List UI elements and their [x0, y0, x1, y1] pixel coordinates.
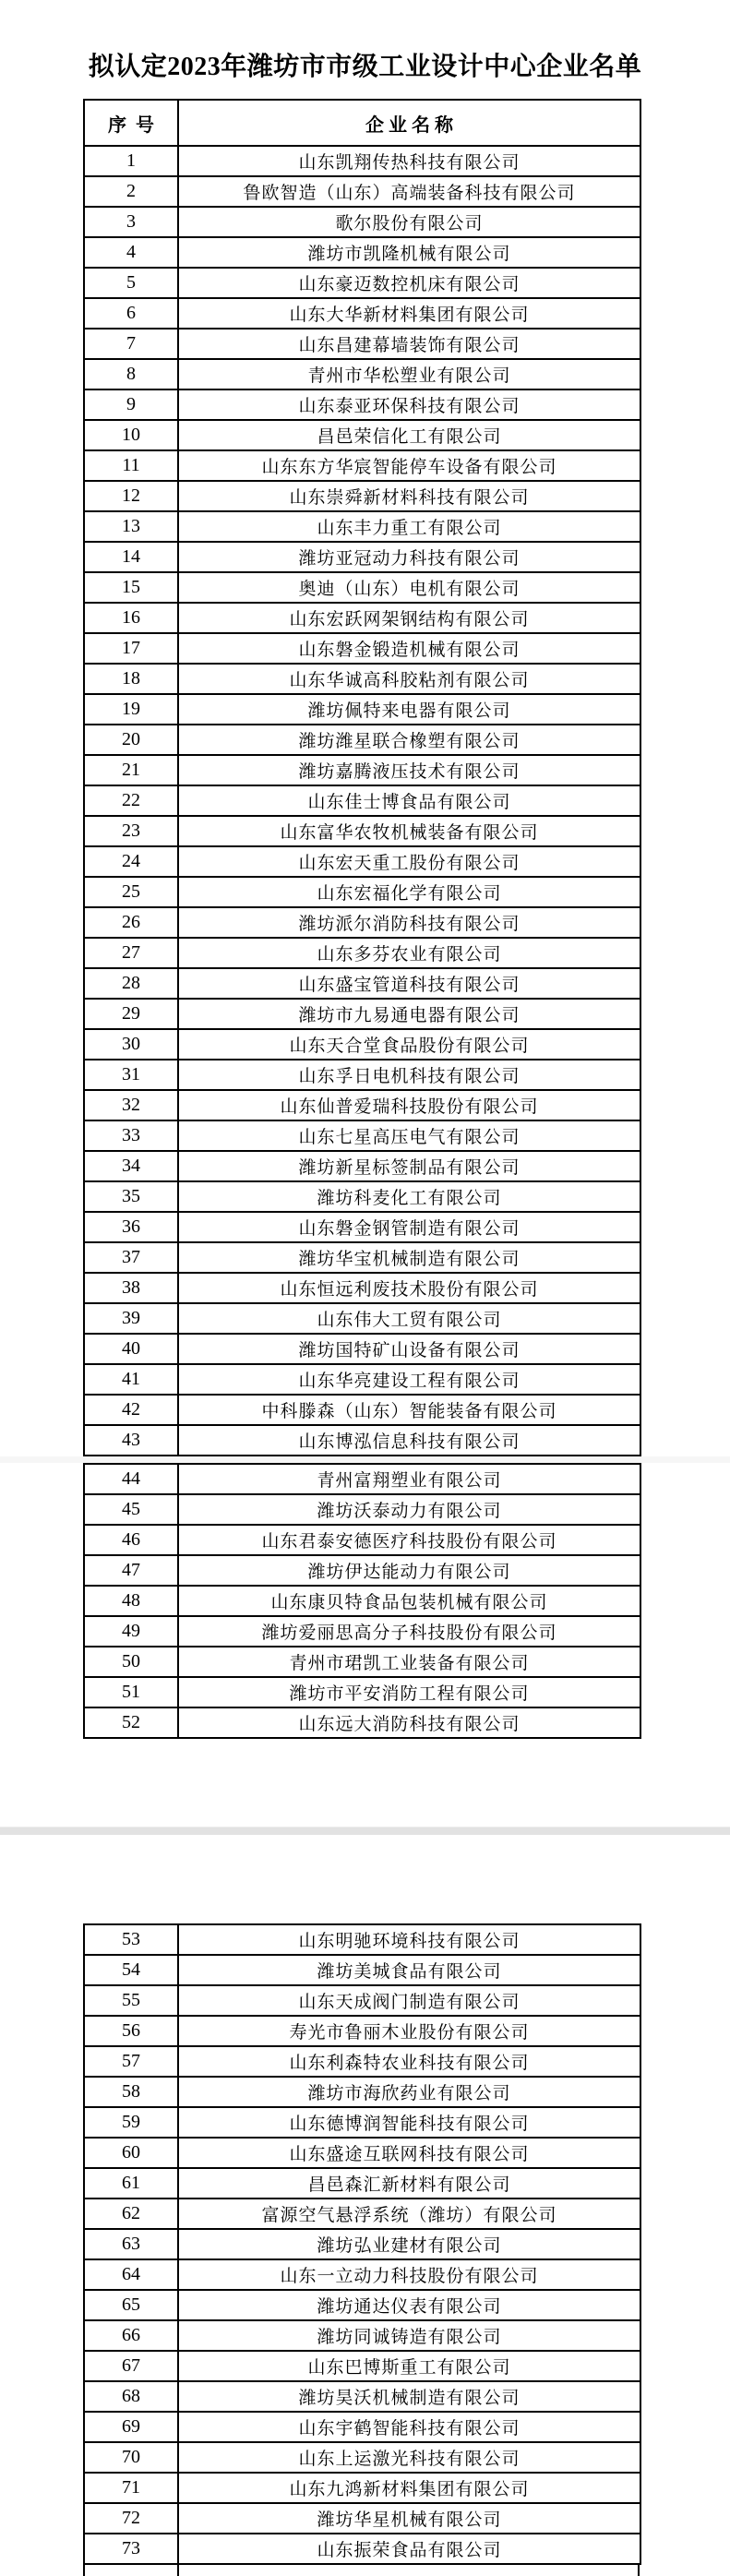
company-name-cell: 潍坊市海欣药业有限公司 — [178, 2077, 640, 2107]
table-row — [84, 2138, 640, 2168]
row-number-cell: 14 — [84, 542, 178, 572]
company-name-cell: 山东一立动力科技股份有限公司 — [178, 2259, 640, 2290]
row-number-cell: 41 — [84, 1364, 178, 1395]
table-row — [84, 1029, 640, 1060]
row-number-cell: 17 — [84, 633, 178, 664]
company-name-cell: 潍坊同诚铸造有限公司 — [178, 2320, 640, 2351]
company-name-cell: 山东崇舜新材料科技有限公司 — [178, 481, 640, 511]
table-row — [84, 938, 640, 968]
company-name-cell: 奥迪（山东）电机有限公司 — [178, 572, 640, 603]
row-number-cell: 62 — [84, 2199, 178, 2229]
company-name-cell: 青州富翔塑业有限公司 — [178, 1464, 640, 1494]
row-number-cell: 44 — [84, 1464, 178, 1494]
company-name-cell: 山东德博润智能科技有限公司 — [178, 2107, 640, 2138]
row-number-cell: 10 — [84, 420, 178, 450]
company-name-cell: 山东巴博斯重工有限公司 — [178, 2351, 640, 2381]
row-number-cell: 31 — [84, 1060, 178, 1090]
company-table-page-3 — [83, 1923, 641, 2565]
table-row — [84, 1364, 640, 1395]
company-name-cell: 山东远大消防科技有限公司 — [178, 1707, 640, 1738]
row-number-cell: 59 — [84, 2107, 178, 2138]
row-number-cell: 56 — [84, 2016, 178, 2046]
table-row — [84, 1555, 640, 1586]
table-row — [84, 1334, 640, 1364]
table-row — [84, 603, 640, 633]
company-name-cell: 山东昌建幕墙装饰有限公司 — [178, 329, 640, 359]
row-number-cell: 61 — [84, 2168, 178, 2199]
company-name-cell: 山东豪迈数控机床有限公司 — [178, 268, 640, 298]
table-row — [84, 1395, 640, 1425]
row-number-cell: 26 — [84, 907, 178, 938]
table-row — [84, 1181, 640, 1212]
table-row — [84, 1212, 640, 1242]
company-name-cell: 潍坊科麦化工有限公司 — [178, 1181, 640, 1212]
row-number-cell: 42 — [84, 1395, 178, 1425]
table-row — [84, 1242, 640, 1273]
company-name-cell: 潍坊派尔消防科技有限公司 — [178, 907, 640, 938]
row-number-cell: 68 — [84, 2381, 178, 2412]
table-row — [84, 2381, 640, 2412]
company-name-cell: 山东大华新材料集团有限公司 — [178, 298, 640, 329]
column-header-number: 序 号 — [84, 100, 178, 146]
row-number-cell: 54 — [84, 1955, 178, 1985]
table-row — [84, 1494, 640, 1525]
table-row — [84, 298, 640, 329]
table-row — [84, 2077, 640, 2107]
table-row — [84, 2168, 640, 2199]
table-row — [84, 268, 640, 298]
table-row — [84, 359, 640, 389]
row-number-cell: 60 — [84, 2138, 178, 2168]
company-name-cell: 山东凯翔传热科技有限公司 — [178, 146, 640, 176]
row-number-cell: 69 — [84, 2412, 178, 2442]
table-row — [84, 1586, 640, 1616]
table-row — [84, 237, 640, 268]
page-bottom-margin — [0, 1739, 730, 1827]
company-name-cell: 富源空气悬浮系统（潍坊）有限公司 — [178, 2199, 640, 2229]
table-row — [84, 2229, 640, 2259]
row-number-cell: 32 — [84, 1090, 178, 1120]
company-name-cell: 山东东方华宸智能停车设备有限公司 — [178, 450, 640, 481]
title-table-gap — [0, 87, 730, 99]
row-number-cell: 40 — [84, 1334, 178, 1364]
company-name-cell: 潍坊美城食品有限公司 — [178, 1955, 640, 1985]
table-row — [84, 1924, 640, 1955]
company-name-cell: 山东华亮建设工程有限公司 — [178, 1364, 640, 1395]
page-break-separator-dark — [0, 1827, 730, 1835]
company-name-cell: 山东丰力重工有限公司 — [178, 511, 640, 542]
company-name-cell: 潍坊市九易通电器有限公司 — [178, 999, 640, 1029]
company-name-cell: 山东仙普爱瑞科技股份有限公司 — [178, 1090, 640, 1120]
row-number-cell: 65 — [84, 2290, 178, 2320]
company-name-cell: 山东博泓信息科技有限公司 — [178, 1425, 640, 1456]
table-row — [84, 450, 640, 481]
company-name-cell: 歌尔股份有限公司 — [178, 207, 640, 237]
company-name-cell: 昌邑森汇新材料有限公司 — [178, 2168, 640, 2199]
table-row-partial — [83, 2565, 640, 2576]
table-row — [84, 2351, 640, 2381]
table-row — [84, 1985, 640, 2016]
row-number-cell: 3 — [84, 207, 178, 237]
table-row — [84, 572, 640, 603]
row-number-cell: 49 — [84, 1616, 178, 1647]
row-number-cell: 23 — [84, 816, 178, 846]
row-number-cell: 30 — [84, 1029, 178, 1060]
row-number-cell: 12 — [84, 481, 178, 511]
company-name-cell: 青州市华松塑业有限公司 — [178, 359, 640, 389]
table-row — [84, 2016, 640, 2046]
row-number-cell: 27 — [84, 938, 178, 968]
table-row — [84, 2107, 640, 2138]
row-number-cell: 4 — [84, 237, 178, 268]
row-number-cell: 71 — [84, 2473, 178, 2503]
company-name-cell: 山东君泰安德医疗科技股份有限公司 — [178, 1525, 640, 1555]
table-row — [84, 2412, 640, 2442]
company-name-cell: 潍坊华宝机械制造有限公司 — [178, 1242, 640, 1273]
row-number-cell: 46 — [84, 1525, 178, 1555]
table-row — [84, 1677, 640, 1707]
company-name-cell: 山东明驰环境科技有限公司 — [178, 1924, 640, 1955]
table-row — [84, 1273, 640, 1303]
company-name-cell: 山东磐金钢管制造有限公司 — [178, 1212, 640, 1242]
company-name-cell: 山东宏跃网架钢结构有限公司 — [178, 603, 640, 633]
company-name-cell: 潍坊市平安消防工程有限公司 — [178, 1677, 640, 1707]
row-number-cell: 2 — [84, 176, 178, 207]
table-row — [84, 542, 640, 572]
row-number-cell: 67 — [84, 2351, 178, 2381]
company-name-cell: 山东天合堂食品股份有限公司 — [178, 1029, 640, 1060]
row-number-cell: 53 — [84, 1924, 178, 1955]
table-row — [84, 999, 640, 1029]
table-row — [84, 816, 640, 846]
row-number-cell: 66 — [84, 2320, 178, 2351]
table-row — [84, 2534, 640, 2564]
table-row — [84, 1707, 640, 1738]
company-name-cell: 潍坊潍星联合橡塑有限公司 — [178, 725, 640, 755]
row-number-cell: 57 — [84, 2046, 178, 2077]
row-number-cell: 64 — [84, 2259, 178, 2290]
company-name-cell: 山东宇鹤智能科技有限公司 — [178, 2412, 640, 2442]
company-name-cell: 山东振荣食品有限公司 — [178, 2534, 640, 2564]
table-row — [84, 511, 640, 542]
company-name-cell: 青州市珺凯工业装备有限公司 — [178, 1647, 640, 1677]
company-name-cell: 山东九鸿新材料集团有限公司 — [178, 2473, 640, 2503]
company-name-cell: 潍坊昊沃机械制造有限公司 — [178, 2381, 640, 2412]
company-name-cell: 潍坊嘉腾液压技术有限公司 — [178, 755, 640, 785]
row-number-cell: 47 — [84, 1555, 178, 1586]
table-row — [84, 1303, 640, 1334]
row-number-cell: 21 — [84, 755, 178, 785]
row-number-cell: 73 — [84, 2534, 178, 2564]
table-row — [84, 207, 640, 237]
row-number-cell: 28 — [84, 968, 178, 999]
company-name-cell: 潍坊国特矿山设备有限公司 — [178, 1334, 640, 1364]
row-number-cell: 38 — [84, 1273, 178, 1303]
company-name-cell: 山东上运激光科技有限公司 — [178, 2442, 640, 2473]
company-name-cell: 山东泰亚环保科技有限公司 — [178, 389, 640, 420]
row-number-cell: 43 — [84, 1425, 178, 1456]
company-name-cell: 山东利森特农业科技有限公司 — [178, 2046, 640, 2077]
table-row — [84, 2442, 640, 2473]
table-row — [84, 1464, 640, 1494]
row-number-cell: 16 — [84, 603, 178, 633]
row-number-cell: 45 — [84, 1494, 178, 1525]
table-row — [84, 785, 640, 816]
row-number-cell: 58 — [84, 2077, 178, 2107]
row-number-cell: 25 — [84, 877, 178, 907]
company-name-cell: 山东康贝特食品包装机械有限公司 — [178, 1586, 640, 1616]
row-number-cell: 50 — [84, 1647, 178, 1677]
column-header-company-name: 企 业 名 称 — [178, 100, 640, 146]
table-row — [84, 664, 640, 694]
table-row — [84, 1647, 640, 1677]
row-number-cell: 39 — [84, 1303, 178, 1334]
row-number-cell: 8 — [84, 359, 178, 389]
company-name-cell: 潍坊通达仪表有限公司 — [178, 2290, 640, 2320]
company-name-cell: 潍坊亚冠动力科技有限公司 — [178, 542, 640, 572]
table-row — [84, 146, 640, 176]
table-row — [84, 1425, 640, 1456]
page-break-separator-light — [0, 1456, 730, 1463]
row-number-cell: 6 — [84, 298, 178, 329]
company-name-cell: 山东佳士博食品有限公司 — [178, 785, 640, 816]
company-name-cell: 山东宏福化学有限公司 — [178, 877, 640, 907]
row-number-cell: 37 — [84, 1242, 178, 1273]
company-name-cell: 山东多芬农业有限公司 — [178, 938, 640, 968]
table-row — [84, 176, 640, 207]
company-name-cell: 潍坊市凯隆机械有限公司 — [178, 237, 640, 268]
company-name-cell: 潍坊爱丽思高分子科技股份有限公司 — [178, 1616, 640, 1647]
row-number-cell: 24 — [84, 846, 178, 877]
company-name-cell: 山东磐金锻造机械有限公司 — [178, 633, 640, 664]
table-row — [84, 481, 640, 511]
table-row — [84, 877, 640, 907]
table-row — [84, 1616, 640, 1647]
table-header-row — [84, 100, 640, 146]
row-number-cell: 5 — [84, 268, 178, 298]
row-number-cell: 72 — [84, 2503, 178, 2534]
company-name-cell: 山东孚日电机科技有限公司 — [178, 1060, 640, 1090]
table-row — [84, 2503, 640, 2534]
table-row — [84, 1060, 640, 1090]
table-row — [84, 694, 640, 725]
table-row — [84, 420, 640, 450]
page-title: 拟认定2023年潍坊市市级工业设计中心企业名单 — [88, 53, 642, 81]
company-name-cell: 山东盛宝管道科技有限公司 — [178, 968, 640, 999]
table-row — [84, 1525, 640, 1555]
row-number-cell: 63 — [84, 2229, 178, 2259]
row-number-cell: 22 — [84, 785, 178, 816]
company-table-page-2 — [83, 1463, 641, 1739]
table-row — [84, 1120, 640, 1151]
table-row — [84, 968, 640, 999]
table-row — [84, 755, 640, 785]
row-number-cell: 29 — [84, 999, 178, 1029]
table-row — [84, 2259, 640, 2290]
company-name-cell: 山东盛途互联网科技有限公司 — [178, 2138, 640, 2168]
company-name-cell: 昌邑荣信化工有限公司 — [178, 420, 640, 450]
row-number-cell: 48 — [84, 1586, 178, 1616]
company-name-cell: 寿光市鲁丽木业股份有限公司 — [178, 2016, 640, 2046]
table-row — [84, 633, 640, 664]
row-number-cell: 15 — [84, 572, 178, 603]
company-name-cell: 山东恒远利废技术股份有限公司 — [178, 1273, 640, 1303]
company-name-cell: 潍坊弘业建材有限公司 — [178, 2229, 640, 2259]
row-number-cell: 1 — [84, 146, 178, 176]
row-number-cell: 52 — [84, 1707, 178, 1738]
table-row — [84, 2046, 640, 2077]
company-name-cell: 潍坊佩特来电器有限公司 — [178, 694, 640, 725]
row-number-cell: 70 — [84, 2442, 178, 2473]
table-row — [84, 2199, 640, 2229]
row-number-cell: 18 — [84, 664, 178, 694]
row-number-cell: 36 — [84, 1212, 178, 1242]
table-row — [84, 846, 640, 877]
row-number-cell: 7 — [84, 329, 178, 359]
row-number-cell: 33 — [84, 1120, 178, 1151]
row-number-cell: 9 — [84, 389, 178, 420]
company-name-cell: 潍坊沃泰动力有限公司 — [178, 1494, 640, 1525]
table-row — [84, 725, 640, 755]
row-number-cell: 19 — [84, 694, 178, 725]
company-table-page-1 — [83, 99, 641, 1456]
row-number-cell: 20 — [84, 725, 178, 755]
table-row — [84, 1090, 640, 1120]
row-number-cell: 35 — [84, 1181, 178, 1212]
company-name-cell: 山东伟大工贸有限公司 — [178, 1303, 640, 1334]
table-row — [84, 329, 640, 359]
company-name-cell: 山东华诚高科胶粘剂有限公司 — [178, 664, 640, 694]
page-top-margin — [0, 1835, 730, 1923]
table-row — [84, 1151, 640, 1181]
company-name-cell: 山东天成阀门制造有限公司 — [178, 1985, 640, 2016]
row-number-cell: 13 — [84, 511, 178, 542]
company-name-cell: 潍坊新星标签制品有限公司 — [178, 1151, 640, 1181]
company-name-cell: 山东宏天重工股份有限公司 — [178, 846, 640, 877]
table-row — [84, 2320, 640, 2351]
table-row — [84, 907, 640, 938]
table-row — [84, 2290, 640, 2320]
company-name-cell: 潍坊伊达能动力有限公司 — [178, 1555, 640, 1586]
row-number-cell: 11 — [84, 450, 178, 481]
table-row — [84, 389, 640, 420]
company-name-cell: 山东七星高压电气有限公司 — [178, 1120, 640, 1151]
table-row — [84, 1955, 640, 1985]
row-number-cell: 55 — [84, 1985, 178, 2016]
company-name-cell: 潍坊华星机械有限公司 — [178, 2503, 640, 2534]
table-row — [84, 2473, 640, 2503]
company-name-cell: 中科滕森（山东）智能装备有限公司 — [178, 1395, 640, 1425]
row-number-cell: 51 — [84, 1677, 178, 1707]
row-number-cell: 34 — [84, 1151, 178, 1181]
company-name-cell: 鲁欧智造（山东）高端装备科技有限公司 — [178, 176, 640, 207]
company-name-cell: 山东富华农牧机械装备有限公司 — [178, 816, 640, 846]
